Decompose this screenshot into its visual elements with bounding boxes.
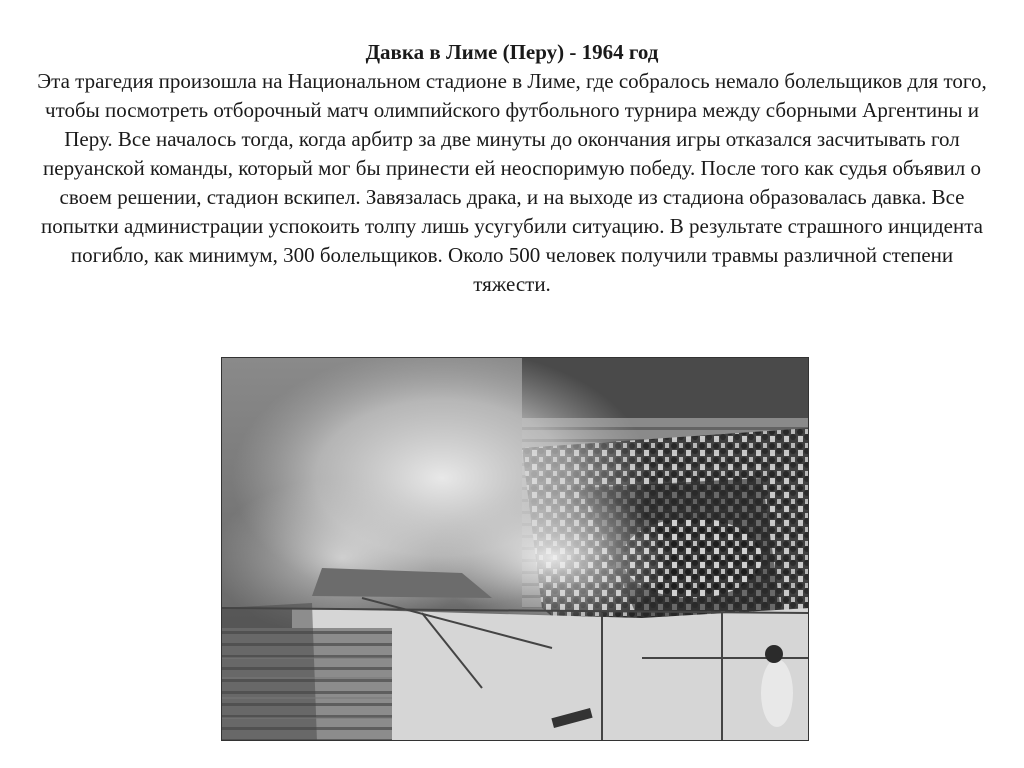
slide-body-text: Эта трагедия произошла на Национальном стадионе в Лиме, где собралось немало болельщиков для того, чтобы посмотреть отборочный матч олимпийского футбольного турнира между сборными Аргентины и Перу. Все началось тогда, когда арбитр за две минуты до окончания игры отказался засчитывать гол перуанской команды, который мог бы принести ей неоспоримую победу. После того как судья объявил о своем решении, стадион вскипел. Завязалась драка, и на выходе из стадиона образовалась давка. Все попытки администрации успокоить толпу лишь усугубили ситуацию. В результате страшного инцидента погибло, как минимум, 300 болельщиков. Около 500 человек получили травмы различной степени тяжести. — [37, 69, 987, 296]
slide-title: Давка в Лиме (Перу) - 1964 год — [365, 40, 659, 64]
text-block — [20, 38, 1004, 299]
stadium-photo — [221, 357, 809, 741]
